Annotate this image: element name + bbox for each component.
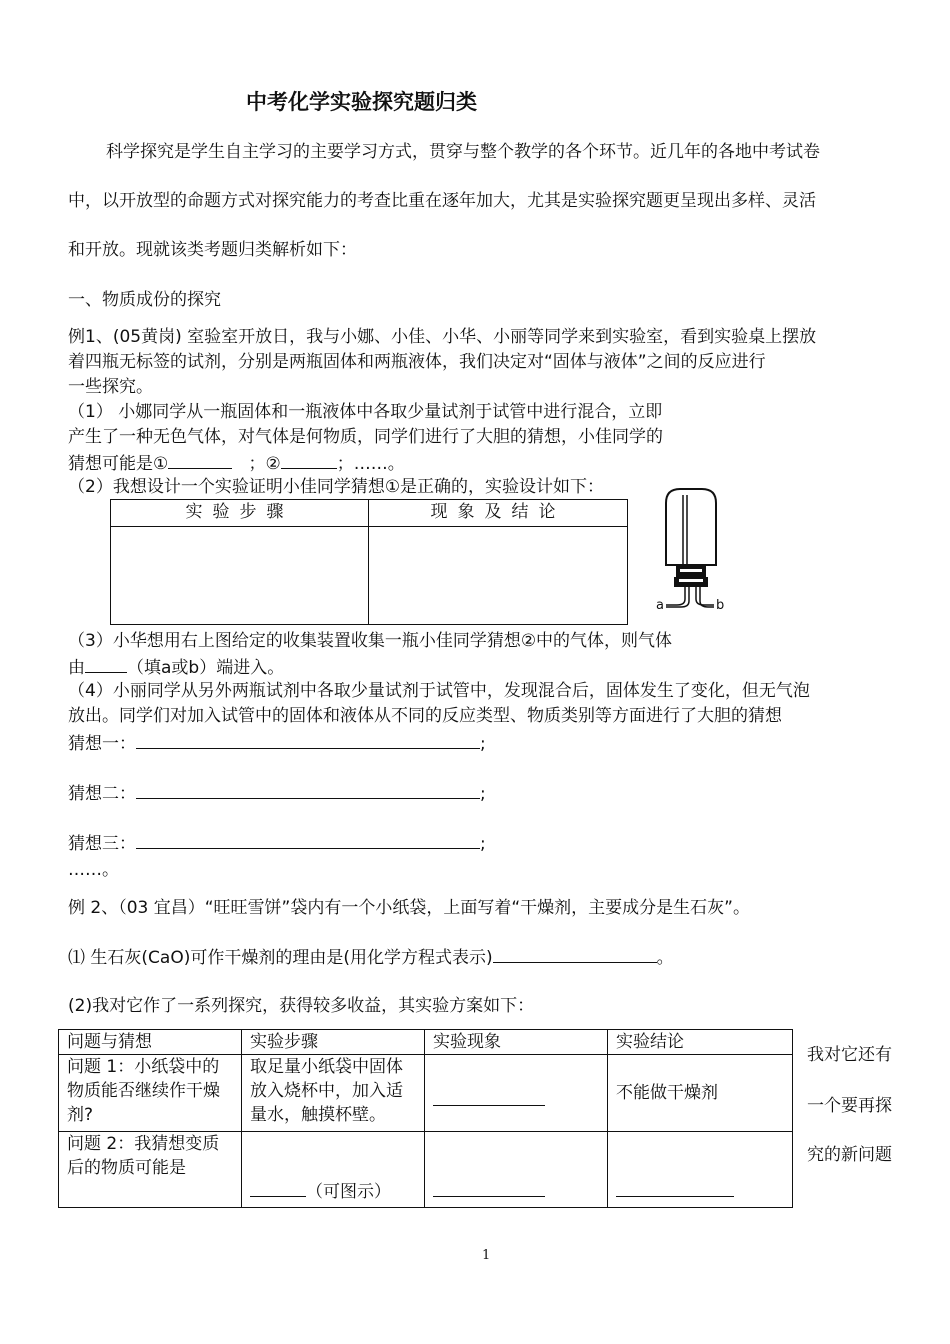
ex1-question-4a: （4）小丽同学从另外两瓶试剂中各取少量试剂于试管中，发现混合后，固体发生了变化，但无气泡: [68, 681, 810, 701]
ex1-question-1b: 产生了一种无色气体，对气体是何物质，同学们进行了大胆的猜想，小佳同学的: [68, 427, 663, 447]
ex1-question-1c: [68, 451, 405, 476]
ex1-question-1a: （1） 小娜同学从一瓶固体和一瓶液体中各取少量试剂于试管中进行混合，立即: [68, 402, 663, 422]
ex1-question-3b: [68, 655, 284, 680]
guess-3-line: [68, 831, 486, 856]
page-title: 中考化学实验探究题归类: [246, 90, 477, 114]
side-note-1: 我对它还有: [807, 1045, 892, 1065]
guess-2-label: 猜想二：: [68, 784, 136, 804]
guess-3-blank[interactable]: [136, 831, 480, 849]
experiment-design-table: [110, 499, 628, 625]
ex2-question-2: (2)我对它作了一系列探究，获得较多收益，其实验方案如下：: [68, 996, 535, 1016]
q3b-suffix: （填a或b）端进入。: [127, 658, 285, 678]
side-note-2: 一个要再探: [807, 1096, 892, 1116]
guess-2-blank[interactable]: [136, 781, 480, 799]
table-header-result: 现象及结论: [369, 500, 628, 527]
header-conclusion: 实验结论: [608, 1030, 793, 1055]
answer-blank-2[interactable]: [281, 451, 337, 469]
guess-2-semicolon: ;: [480, 784, 486, 804]
row1-steps: 取足量小纸袋中固体放入烧杯中，加入适量水，触摸杯壁。: [242, 1055, 425, 1132]
guess-ellipsis: ……。: [68, 860, 119, 880]
header-steps: 实验步骤: [242, 1030, 425, 1055]
ex1-question-3a: （3）小华想用右上图给定的收集装置收集一瓶小佳同学猜想②中的气体，则气体: [68, 631, 673, 651]
ex1-line-3: 一些探究。: [68, 377, 153, 397]
row1-phenomenon-blank[interactable]: [433, 1088, 545, 1106]
table-header-steps: 实验步骤: [111, 500, 369, 527]
intro-line-2: 中，以开放型的命题方式对探究能力的考查比重在逐年加大，尤其是实验探究题更呈现出多样、灵活: [68, 191, 816, 211]
ex1-line-1: 例1、(05黄岗) 室验室开放日，我与小娜、小佳、小华、小丽等同学来到实验室，看到实验桌上摆放: [68, 327, 817, 347]
ex2-q1-prefix: ⑴ 生石灰(CaO)可作干燥剂的理由是(用化学方程式表示): [68, 948, 493, 968]
ex1-line-2: 着四瓶无标签的试剂，分别是两瓶固体和两瓶液体，我们决定对“固体与液体”之间的反应进行: [68, 352, 766, 372]
row1-conclusion: 不能做干燥剂: [608, 1055, 793, 1132]
ex1-question-4b: 放出。同学们对加入试管中的固体和液体从不同的反应类型、物质类别等方面进行了大胆的猜想: [68, 706, 782, 726]
tube-label-a: a: [656, 598, 664, 613]
answer-blank-3[interactable]: [85, 655, 127, 673]
q1c-mid: ；②: [248, 454, 281, 474]
q1c-prefix: 猜想可能是①: [68, 454, 169, 474]
answer-blank-1[interactable]: [168, 451, 232, 469]
ex2-q1-suffix: 。: [656, 948, 674, 968]
section-heading: 一、物质成份的探究: [68, 290, 221, 310]
row2-question: 问题 2：我猜想变质后的物质可能是: [59, 1132, 242, 1208]
row2-conclusion: [608, 1132, 793, 1208]
row1-phenomenon: [425, 1055, 608, 1132]
exploration-table: [58, 1029, 793, 1208]
row2-phenomenon: [425, 1132, 608, 1208]
table-cell-steps[interactable]: [111, 527, 369, 625]
equation-blank[interactable]: [493, 945, 657, 963]
guess-2-line: [68, 781, 486, 806]
intro-line-3: 和开放。现就该类考题归类解析如下：: [68, 240, 357, 260]
q1c-end: ；……。: [336, 454, 405, 474]
row2-steps-blank[interactable]: [250, 1179, 306, 1197]
page-number: 1: [482, 1248, 491, 1263]
side-note-3: 究的新问题: [807, 1145, 892, 1165]
ex2-question-1: [68, 945, 674, 970]
guess-1-blank[interactable]: [136, 731, 480, 749]
tube-label-b: b: [716, 598, 725, 613]
table-cell-result[interactable]: [369, 527, 628, 625]
ex2-line-1: 例 2、（03 宜昌）“旺旺雪饼”袋内有一个小纸袋，上面写着“干燥剂，主要成分是生石灰”。: [68, 898, 750, 918]
header-question: 问题与猜想: [59, 1030, 242, 1055]
guess-3-label: 猜想三：: [68, 834, 136, 854]
row2-phenomenon-blank[interactable]: [433, 1179, 545, 1197]
guess-3-semicolon: ;: [480, 834, 486, 854]
ex1-question-2: （2）我想设计一个实验证明小佳同学猜想①是正确的，实验设计如下：: [68, 477, 605, 497]
guess-1-line: [68, 731, 486, 756]
intro-line-1: 科学探究是学生自主学习的主要学习方式，贯穿与整个教学的各个环节。近几年的各地中考试卷: [106, 142, 820, 162]
row2-steps: [242, 1132, 425, 1208]
header-phenomenon: 实验现象: [425, 1030, 608, 1055]
row2-conclusion-blank[interactable]: [616, 1179, 734, 1197]
guess-1-semicolon: ;: [480, 734, 486, 754]
guess-1-label: 猜想一：: [68, 734, 136, 754]
row1-question: 问题 1：小纸袋中的物质能否继续作干燥剂?: [59, 1055, 242, 1132]
q3b-prefix: 由: [68, 658, 85, 678]
row2-steps-note: （可图示）: [306, 1182, 391, 1202]
